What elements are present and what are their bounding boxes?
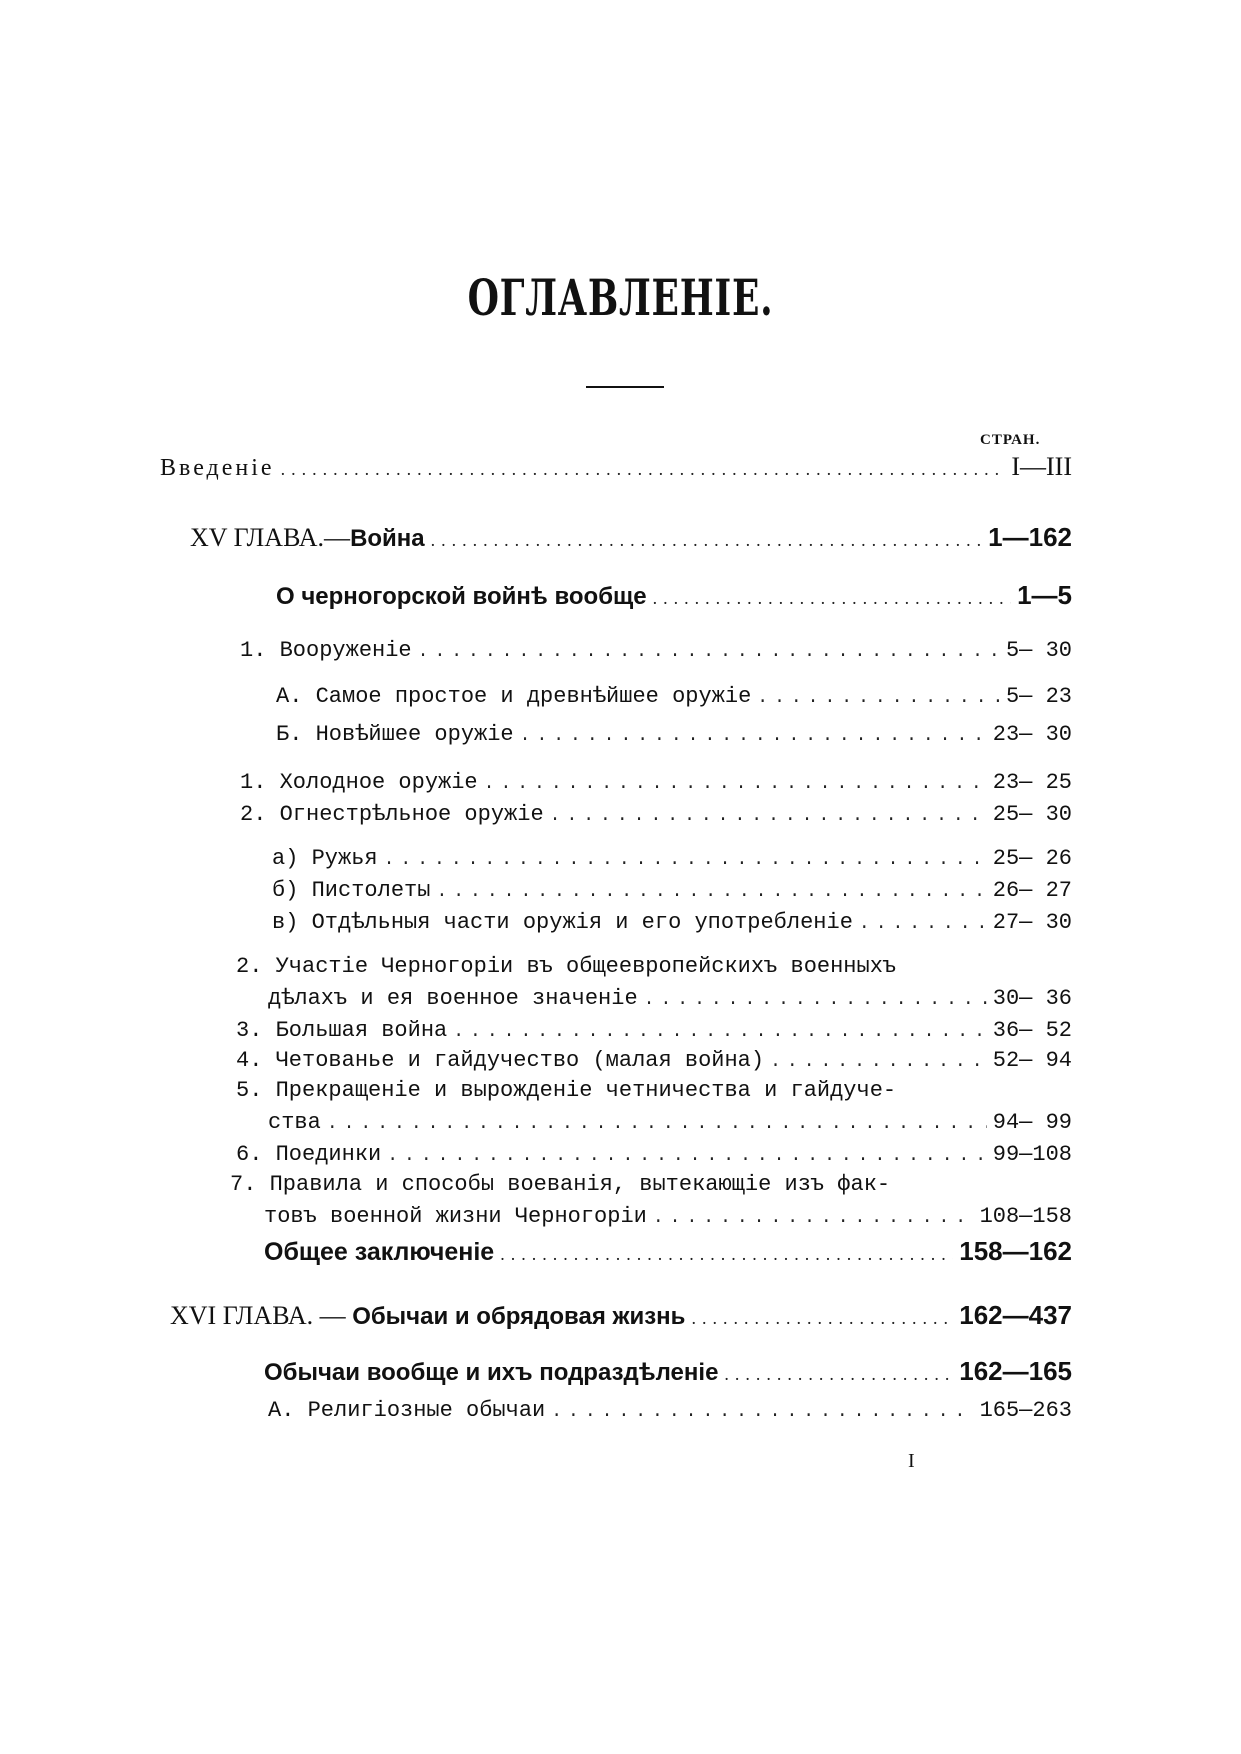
entry-pages: 99—108 [992, 1142, 1072, 1167]
chapter-number: XVI ГЛАВА. — [170, 1301, 353, 1330]
leader-dots [484, 774, 987, 794]
leader-dots [551, 1402, 973, 1422]
leader-dots [770, 1052, 987, 1072]
entry-pages: 27— 30 [992, 910, 1072, 935]
title-rule [586, 386, 664, 388]
page-number: I [908, 1450, 915, 1472]
entry-pages: 162—165 [959, 1356, 1072, 1386]
page-title: ОГЛАВЛЕНІЕ. [467, 268, 774, 327]
entry-pages: 5— 30 [1005, 638, 1072, 663]
toc-entry-customs[interactable] [264, 1356, 1072, 1387]
entry-title: Обычаи и обрядовая жизнь [352, 1303, 686, 1330]
leader-dots [859, 914, 987, 934]
entry-title: а) Ружья [272, 846, 378, 871]
entry-title: Война [350, 525, 425, 552]
leader-dots [384, 850, 987, 870]
toc-entry-chetovanie[interactable] [236, 1048, 1072, 1073]
entry-pages: I—III [1011, 452, 1072, 481]
toc-entry-war-general[interactable] [276, 580, 1072, 611]
entry-title: О черногорской войнѣ вообще [276, 583, 647, 610]
entry-title: 1. Холодное оружіе [240, 770, 478, 795]
leader-dots [520, 726, 987, 746]
leader-dots [691, 1308, 953, 1329]
toc-entry-arms-a[interactable] [276, 684, 1072, 709]
entry-title-continued: товъ военной жизни Черногоріи [264, 1204, 647, 1229]
entry-pages: 25— 26 [992, 846, 1072, 871]
entry-pages: 1—5 [1017, 580, 1072, 610]
entry-title: б) Пистолеты [272, 878, 431, 903]
leader-dots [724, 1364, 953, 1385]
entry-pages: 52— 94 [992, 1048, 1072, 1073]
toc-entry-religious-customs[interactable] [268, 1398, 1072, 1423]
toc-entry-conclusion[interactable] [264, 1236, 1072, 1267]
entry-title: Введеніе [160, 455, 275, 481]
leader-dots [418, 642, 1000, 662]
entry-title-continued: дѣлахъ и ея военное значеніе [268, 986, 638, 1011]
leader-dots [453, 1022, 987, 1042]
leader-dots [431, 530, 983, 551]
leader-dots [644, 990, 987, 1010]
entry-pages: 1—162 [988, 522, 1072, 552]
leader-dots [281, 459, 1006, 480]
leader-dots [500, 1244, 953, 1265]
entry-pages: 25— 30 [992, 802, 1072, 827]
entry-pages: 23— 25 [992, 770, 1072, 795]
toc-entry-duels[interactable] [236, 1142, 1072, 1167]
toc-entry-cold-arms[interactable] [240, 770, 1072, 795]
entry-pages: 94— 99 [992, 1110, 1072, 1135]
entry-title: 4. Четованье и гайдучество (малая война) [236, 1048, 765, 1073]
toc-entry-arms[interactable] [240, 638, 1072, 663]
entry-pages: 5— 23 [1005, 684, 1072, 709]
toc-entry-chapter-15[interactable] [190, 522, 1072, 553]
toc-entry-rules[interactable] [264, 1204, 1072, 1229]
leader-dots [327, 1114, 987, 1134]
entry-title: А. Самое простое и древнѣйшее оружіе [276, 684, 752, 709]
toc-entry-big-war[interactable] [236, 1018, 1072, 1043]
entry-title: Обычаи вообще и ихъ подраздѣленіе [264, 1359, 719, 1386]
entry-title: в) Отдѣльныя части оружія и его употребленіе [272, 910, 853, 935]
toc-entry-participation[interactable] [268, 986, 1072, 1011]
leader-dots [653, 588, 1011, 609]
entry-pages: 165—263 [979, 1398, 1072, 1423]
leader-dots [387, 1146, 987, 1166]
entry-title: Б. Новѣйшее оружіе [276, 722, 514, 747]
toc-entry-firearms[interactable] [240, 802, 1072, 827]
entry-title: А. Религіозные обычаи [268, 1398, 546, 1423]
entry-title: 3. Большая война [236, 1018, 448, 1043]
toc-entry-chapter-16[interactable] [170, 1300, 1072, 1331]
leader-dots [653, 1208, 974, 1228]
entry-pages: 36— 52 [992, 1018, 1072, 1043]
toc-entry-intro[interactable] [160, 452, 1072, 482]
entry-title: Общее заключеніе [264, 1238, 495, 1266]
entry-pages: 158—162 [959, 1236, 1072, 1266]
toc-entry-participation-line1[interactable]: 2. Участіе Черногоріи въ общеевропейскихъ военныхъ [236, 954, 897, 979]
toc-entry-pistols[interactable] [272, 878, 1072, 903]
chapter-number: XV ГЛАВА.— [190, 523, 351, 552]
leader-dots [757, 688, 1000, 708]
leader-dots [550, 806, 987, 826]
toc-entry-weapon-parts[interactable] [272, 910, 1072, 935]
leader-dots [436, 882, 986, 902]
entry-pages: 162—437 [959, 1300, 1072, 1330]
entry-title-continued: ства [268, 1110, 321, 1135]
entry-pages: 30— 36 [992, 986, 1072, 1011]
entry-title: 6. Поединки [236, 1142, 382, 1167]
toc-entry-arms-b[interactable] [276, 722, 1072, 747]
entry-pages: 108—158 [979, 1204, 1072, 1229]
toc-entry-cessation[interactable] [268, 1110, 1072, 1135]
pages-column-header: СТРАН. [980, 432, 1041, 448]
toc-entry-guns[interactable] [272, 846, 1072, 871]
entry-title: 1. Вооруженіе [240, 638, 412, 663]
entry-title: 2. Огнестрѣльное оружіе [240, 802, 544, 827]
toc-entry-cessation-line1[interactable]: 5. Прекращеніе и вырожденіе четничества и гайдуче- [236, 1078, 897, 1103]
entry-pages: 26— 27 [992, 878, 1072, 903]
toc-entry-rules-line1[interactable]: 7. Правила и способы воеванія, вытекающіе изъ фак- [230, 1172, 891, 1197]
entry-pages: 23— 30 [992, 722, 1072, 747]
